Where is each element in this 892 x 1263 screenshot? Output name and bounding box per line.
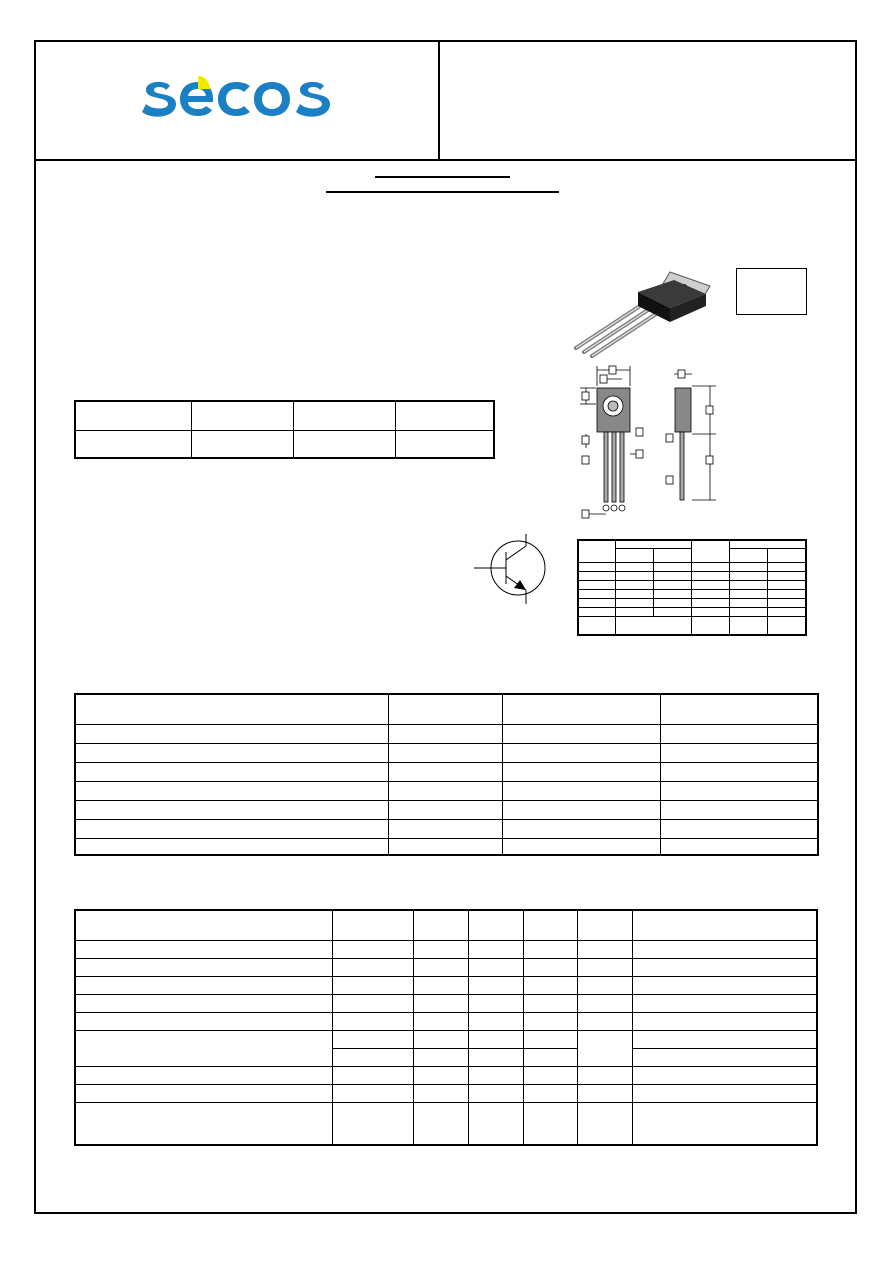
package-outline-drawing (578, 362, 728, 522)
package-label-box (736, 268, 807, 315)
electrical-characteristics-table (74, 909, 818, 1146)
header-divider (438, 40, 440, 160)
title-underline (375, 176, 510, 178)
dimension-table (577, 539, 807, 636)
ordering-table (74, 400, 495, 459)
subtitle-underline (326, 191, 559, 193)
ordering-cell (75, 401, 192, 430)
package-photo (570, 266, 715, 358)
secos-logo (140, 72, 340, 120)
max-ratings-table (74, 693, 819, 856)
header-bottom-rule (34, 159, 857, 161)
transistor-symbol (470, 528, 550, 608)
